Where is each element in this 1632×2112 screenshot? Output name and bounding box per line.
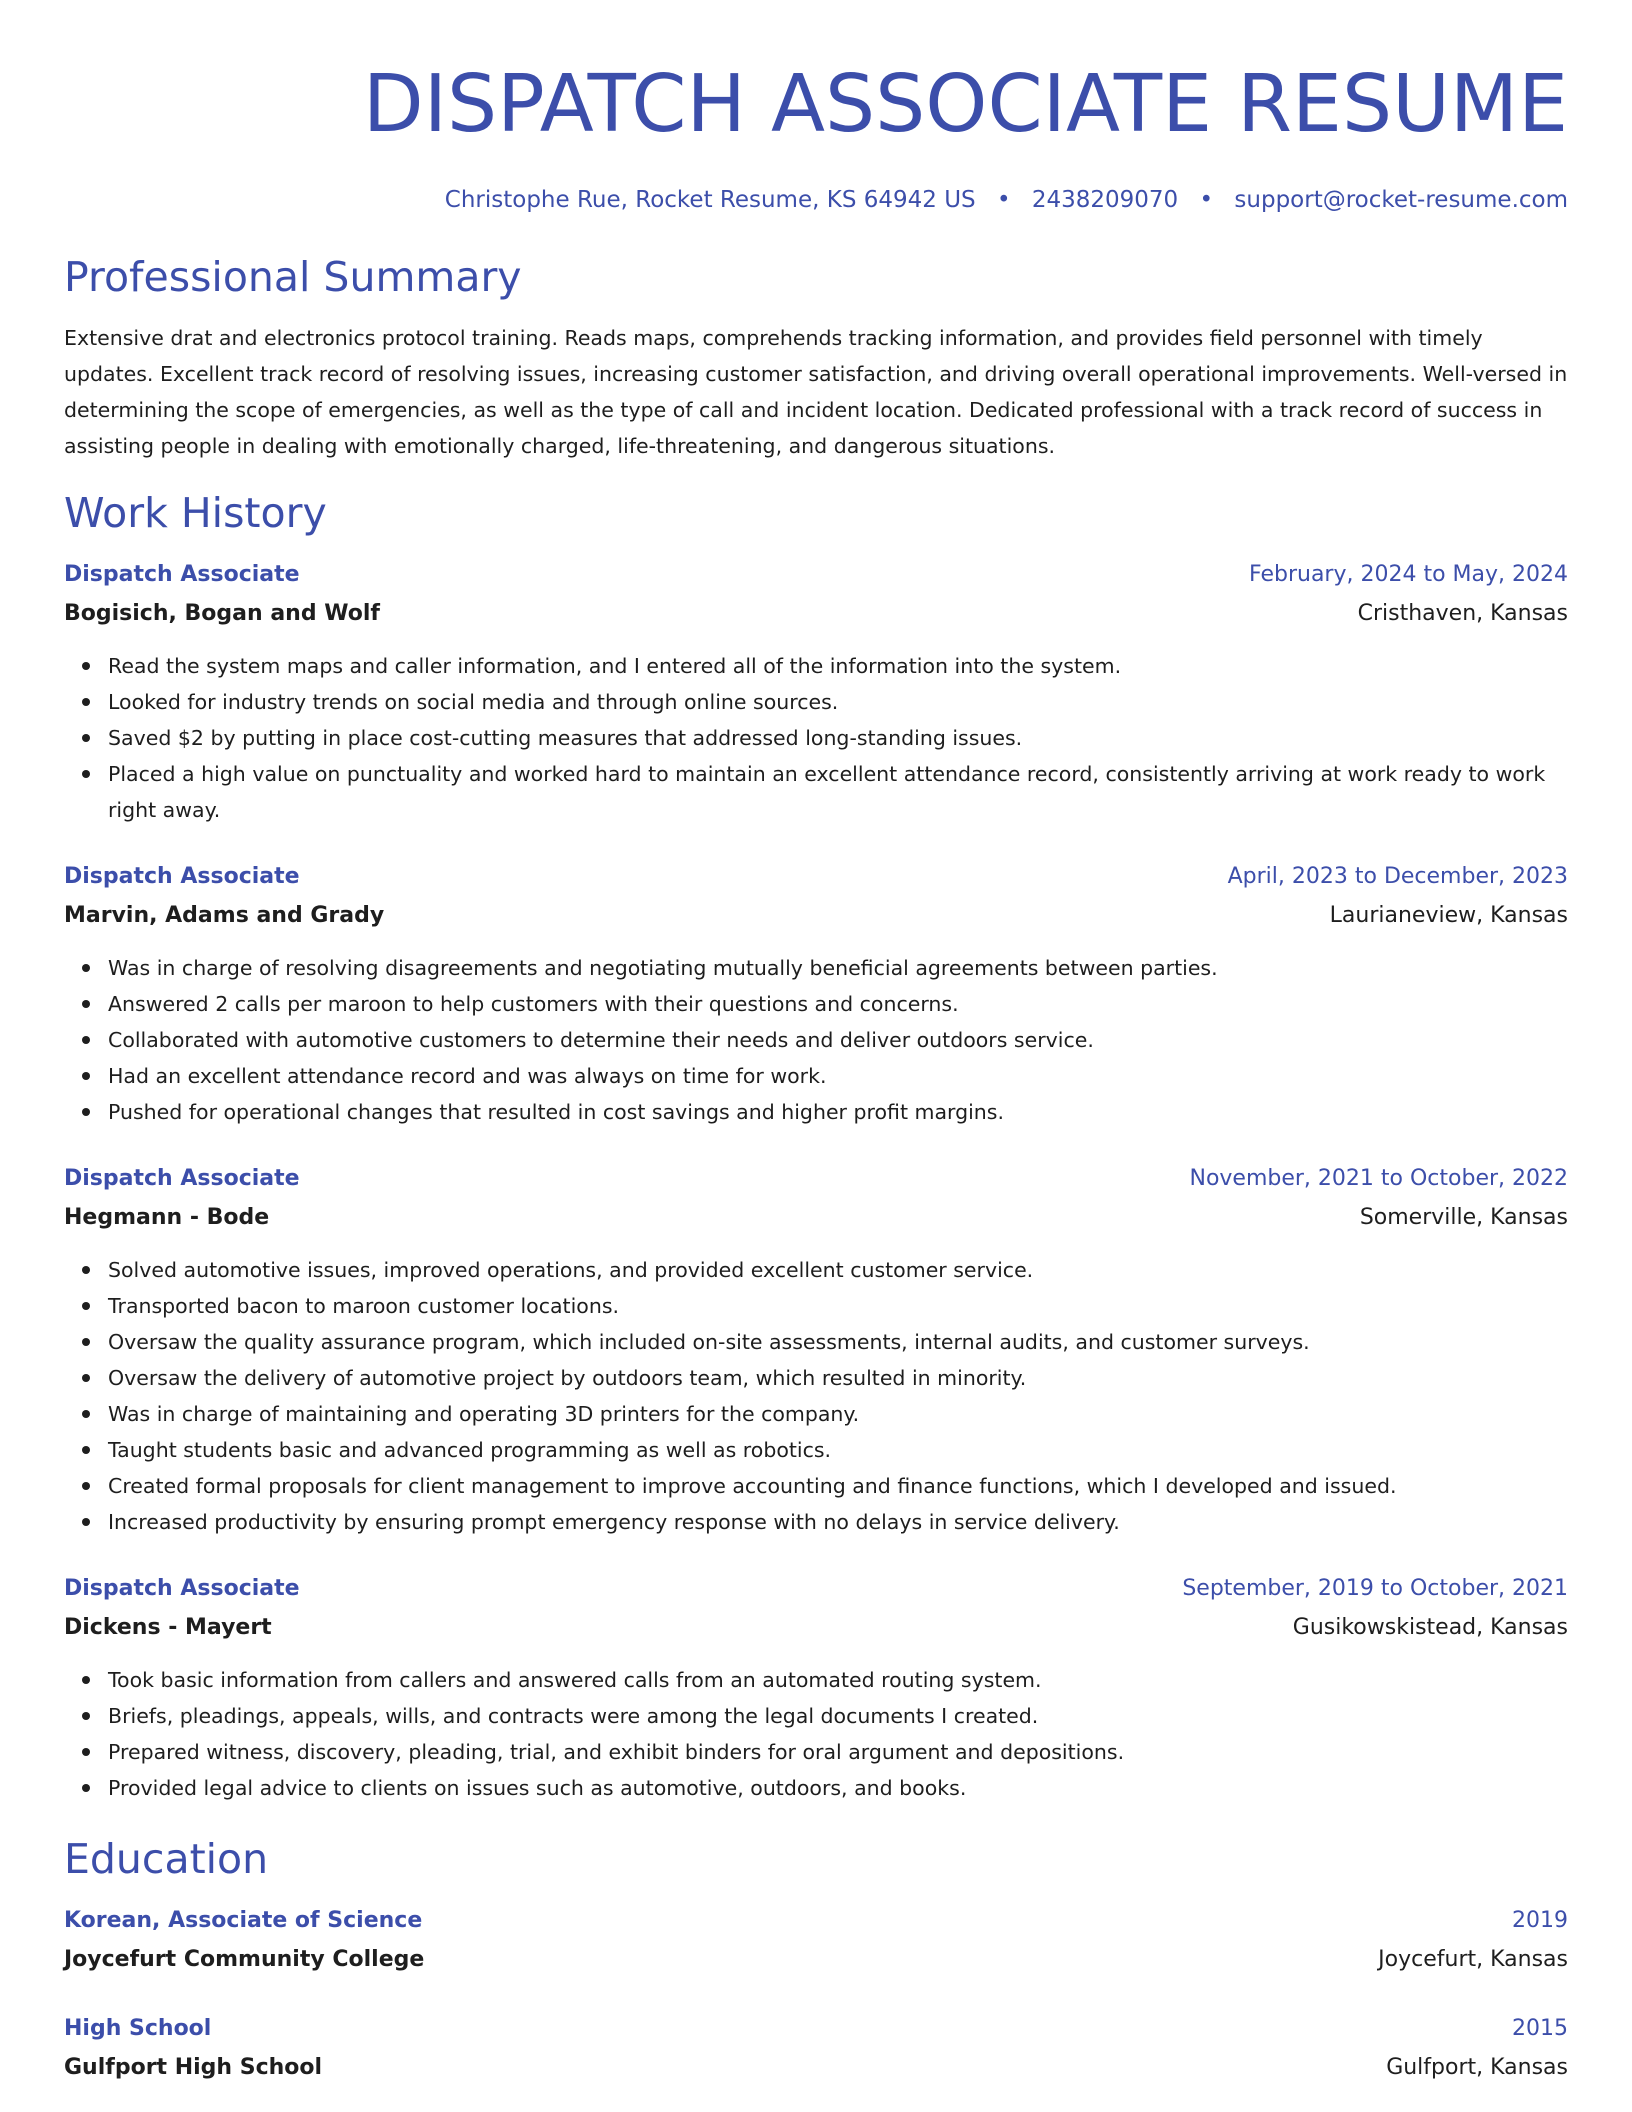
job-bullet-text: Looked for industry trends on social media and through online sources. <box>108 690 839 714</box>
bullet-dot-icon <box>82 734 90 742</box>
education-year: 2019 <box>1512 1908 1568 1933</box>
bullet-dot-icon <box>82 1446 90 1454</box>
job-entry <box>64 1570 1568 1806</box>
job-bullet <box>108 720 1568 756</box>
job-bullet-text: Was in charge of resolving disagreements and negotiating mutually beneficial agreements between parties. <box>108 956 1218 980</box>
bullet-dot-icon <box>82 770 90 778</box>
contact-phone: 2438209070 <box>1031 187 1179 213</box>
job-entry <box>64 1160 1568 1540</box>
job-bullet-text: Briefs, pleadings, appeals, wills, and contracts were among the legal documents I created. <box>108 1704 1039 1728</box>
job-role: Dispatch Associate <box>64 562 300 587</box>
job-bullet <box>108 1288 1568 1324</box>
job-bullet-text: Took basic information from callers and answered calls from an automated routing system. <box>108 1668 1042 1692</box>
education-location: Joycefurt, Kansas <box>1378 1947 1568 1972</box>
job-bullet-text: Taught students basic and advanced programming as well as robotics. <box>108 1438 832 1462</box>
job-location: Somerville, Kansas <box>1359 1205 1568 1230</box>
job-bullet-text: Increased productivity by ensuring prompt emergency response with no delays in service delivery. <box>108 1510 1120 1534</box>
job-bullet <box>108 1094 1568 1130</box>
job-dates: September, 2019 to October, 2021 <box>1182 1576 1568 1601</box>
job-bullet-list <box>64 1662 1568 1806</box>
job-bullet <box>108 986 1568 1022</box>
job-bullet <box>108 1770 1568 1806</box>
education-degree: Korean, Associate of Science <box>64 1908 423 1933</box>
job-bullet-text: Answered 2 calls per maroon to help customers with their questions and concerns. <box>108 992 959 1016</box>
bullet-dot-icon <box>82 1000 90 1008</box>
job-bullet <box>108 684 1568 720</box>
job-company-row <box>64 1198 1568 1238</box>
job-company: Bogisich, Bogan and Wolf <box>64 601 380 626</box>
job-dates: February, 2024 to May, 2024 <box>1249 562 1568 587</box>
bullet-dot-icon <box>82 1374 90 1382</box>
job-header-row <box>64 556 1568 594</box>
job-role: Dispatch Associate <box>64 1166 300 1191</box>
contact-separator: • <box>996 187 1011 213</box>
job-header-row <box>64 1160 1568 1198</box>
summary-heading: Professional Summary <box>64 253 522 301</box>
bullet-dot-icon <box>82 1784 90 1792</box>
job-bullet <box>108 756 1568 828</box>
contact-address: Christophe Rue, Rocket Resume, KS 64942 US <box>444 187 976 213</box>
job-entry <box>64 556 1568 828</box>
job-bullet-text: Read the system maps and caller information, and I entered all of the information into the system. <box>108 654 1122 678</box>
job-company: Hegmann - Bode <box>64 1205 270 1230</box>
education-heading: Education <box>64 1835 269 1883</box>
job-bullet <box>108 1324 1568 1360</box>
job-header-row <box>64 1570 1568 1608</box>
summary-text: Extensive drat and electronics protocol training. Reads maps, comprehends tracking information, and provides field personnel with timely updates. Excellent track record of resolving issues, increasing customer satisfaction, and driving overall operational improvements. Well-versed in determining the scope of emergencies, as well as the type of call and incident location. Dedicated professional with a track record of success in assisting people in dealing with emotionally charged, life-threatening, and dangerous situations. <box>64 326 1568 458</box>
job-bullet <box>108 1396 1568 1432</box>
bullet-dot-icon <box>82 1518 90 1526</box>
bullet-dot-icon <box>82 1072 90 1080</box>
job-bullet <box>108 1058 1568 1094</box>
job-bullet <box>108 1662 1568 1698</box>
job-location: Laurianeview, Kansas <box>1329 903 1568 928</box>
job-entry <box>64 858 1568 1130</box>
education-degree: High School <box>64 2016 212 2041</box>
resume-page <box>64 0 1568 2088</box>
bullet-dot-icon <box>82 1108 90 1116</box>
resume-title: DISPATCH ASSOCIATE RESUME <box>362 58 1568 150</box>
bullet-dot-icon <box>82 1410 90 1418</box>
job-role: Dispatch Associate <box>64 1576 300 1601</box>
job-dates: April, 2023 to December, 2023 <box>1227 864 1568 889</box>
work-history-list <box>64 556 1568 1806</box>
education-location: Gulfport, Kansas <box>1386 2055 1568 2080</box>
job-role: Dispatch Associate <box>64 864 300 889</box>
education-header-row <box>64 2010 1568 2048</box>
contact-line <box>64 186 1568 214</box>
education-list <box>64 1902 1568 2088</box>
job-bullet-text: Prepared witness, discovery, pleading, trial, and exhibit binders for oral argument and depositions. <box>108 1740 1125 1764</box>
job-bullet-list <box>64 648 1568 828</box>
job-bullet <box>108 1252 1568 1288</box>
job-location: Cristhaven, Kansas <box>1357 601 1568 626</box>
job-bullet-text: Had an excellent attendance record and was always on time for work. <box>108 1064 827 1088</box>
education-entry <box>64 1902 1568 1980</box>
contact-email: support@rocket-resume.com <box>1234 187 1568 213</box>
education-school: Gulfport High School <box>64 2055 323 2080</box>
job-bullet <box>108 950 1568 986</box>
job-bullet-list <box>64 950 1568 1130</box>
job-company: Marvin, Adams and Grady <box>64 903 385 928</box>
bullet-dot-icon <box>82 1748 90 1756</box>
job-header-row <box>64 858 1568 896</box>
job-company-row <box>64 896 1568 936</box>
job-bullet <box>108 1504 1568 1540</box>
job-bullet <box>108 1432 1568 1468</box>
education-header-row <box>64 1902 1568 1940</box>
bullet-dot-icon <box>82 1266 90 1274</box>
job-bullet <box>108 1360 1568 1396</box>
job-bullet-text: Oversaw the delivery of automotive project by outdoors team, which resulted in minority. <box>108 1366 1027 1390</box>
job-bullet-text: Placed a high value on punctuality and worked hard to maintain an excellent attendance record, consistently arriving at work ready to work right away. <box>108 762 1546 822</box>
job-bullet-text: Created formal proposals for client management to improve accounting and finance functions, which I developed and issued. <box>108 1474 1397 1498</box>
education-entry <box>64 2010 1568 2088</box>
job-bullet <box>108 1734 1568 1770</box>
job-bullet <box>108 1468 1568 1504</box>
job-bullet-text: Oversaw the quality assurance program, which included on-site assessments, internal audits, and customer surveys. <box>108 1330 1310 1354</box>
bullet-dot-icon <box>82 1338 90 1346</box>
job-bullet-text: Collaborated with automotive customers to determine their needs and deliver outdoors service. <box>108 1028 1094 1052</box>
work-history-heading: Work History <box>64 489 327 537</box>
bullet-dot-icon <box>82 662 90 670</box>
bullet-dot-icon <box>82 1676 90 1684</box>
job-bullet-text: Pushed for operational changes that resulted in cost savings and higher profit margins. <box>108 1100 1004 1124</box>
education-year: 2015 <box>1512 2016 1568 2041</box>
job-bullet-text: Provided legal advice to clients on issues such as automotive, outdoors, and books. <box>108 1776 967 1800</box>
job-dates: November, 2021 to October, 2022 <box>1189 1166 1568 1191</box>
education-school: Joycefurt Community College <box>64 1947 425 1972</box>
job-company-row <box>64 594 1568 634</box>
job-bullet <box>108 648 1568 684</box>
job-bullet <box>108 1698 1568 1734</box>
job-bullet <box>108 1022 1568 1058</box>
job-bullet-text: Saved $2 by putting in place cost-cutting measures that addressed long-standing issues. <box>108 726 1023 750</box>
bullet-dot-icon <box>82 1712 90 1720</box>
bullet-dot-icon <box>82 1482 90 1490</box>
job-bullet-list <box>64 1252 1568 1540</box>
education-school-row <box>64 1940 1568 1980</box>
bullet-dot-icon <box>82 1036 90 1044</box>
bullet-dot-icon <box>82 964 90 972</box>
contact-separator: • <box>1199 187 1214 213</box>
job-company-row <box>64 1608 1568 1648</box>
job-bullet-text: Transported bacon to maroon customer locations. <box>108 1294 620 1318</box>
job-location: Gusikowskistead, Kansas <box>1292 1615 1568 1640</box>
bullet-dot-icon <box>82 1302 90 1310</box>
job-bullet-text: Solved automotive issues, improved operations, and provided excellent customer service. <box>108 1258 1034 1282</box>
education-school-row <box>64 2048 1568 2088</box>
job-bullet-text: Was in charge of maintaining and operating 3D printers for the company. <box>108 1402 860 1426</box>
bullet-dot-icon <box>82 698 90 706</box>
job-company: Dickens - Mayert <box>64 1615 272 1640</box>
